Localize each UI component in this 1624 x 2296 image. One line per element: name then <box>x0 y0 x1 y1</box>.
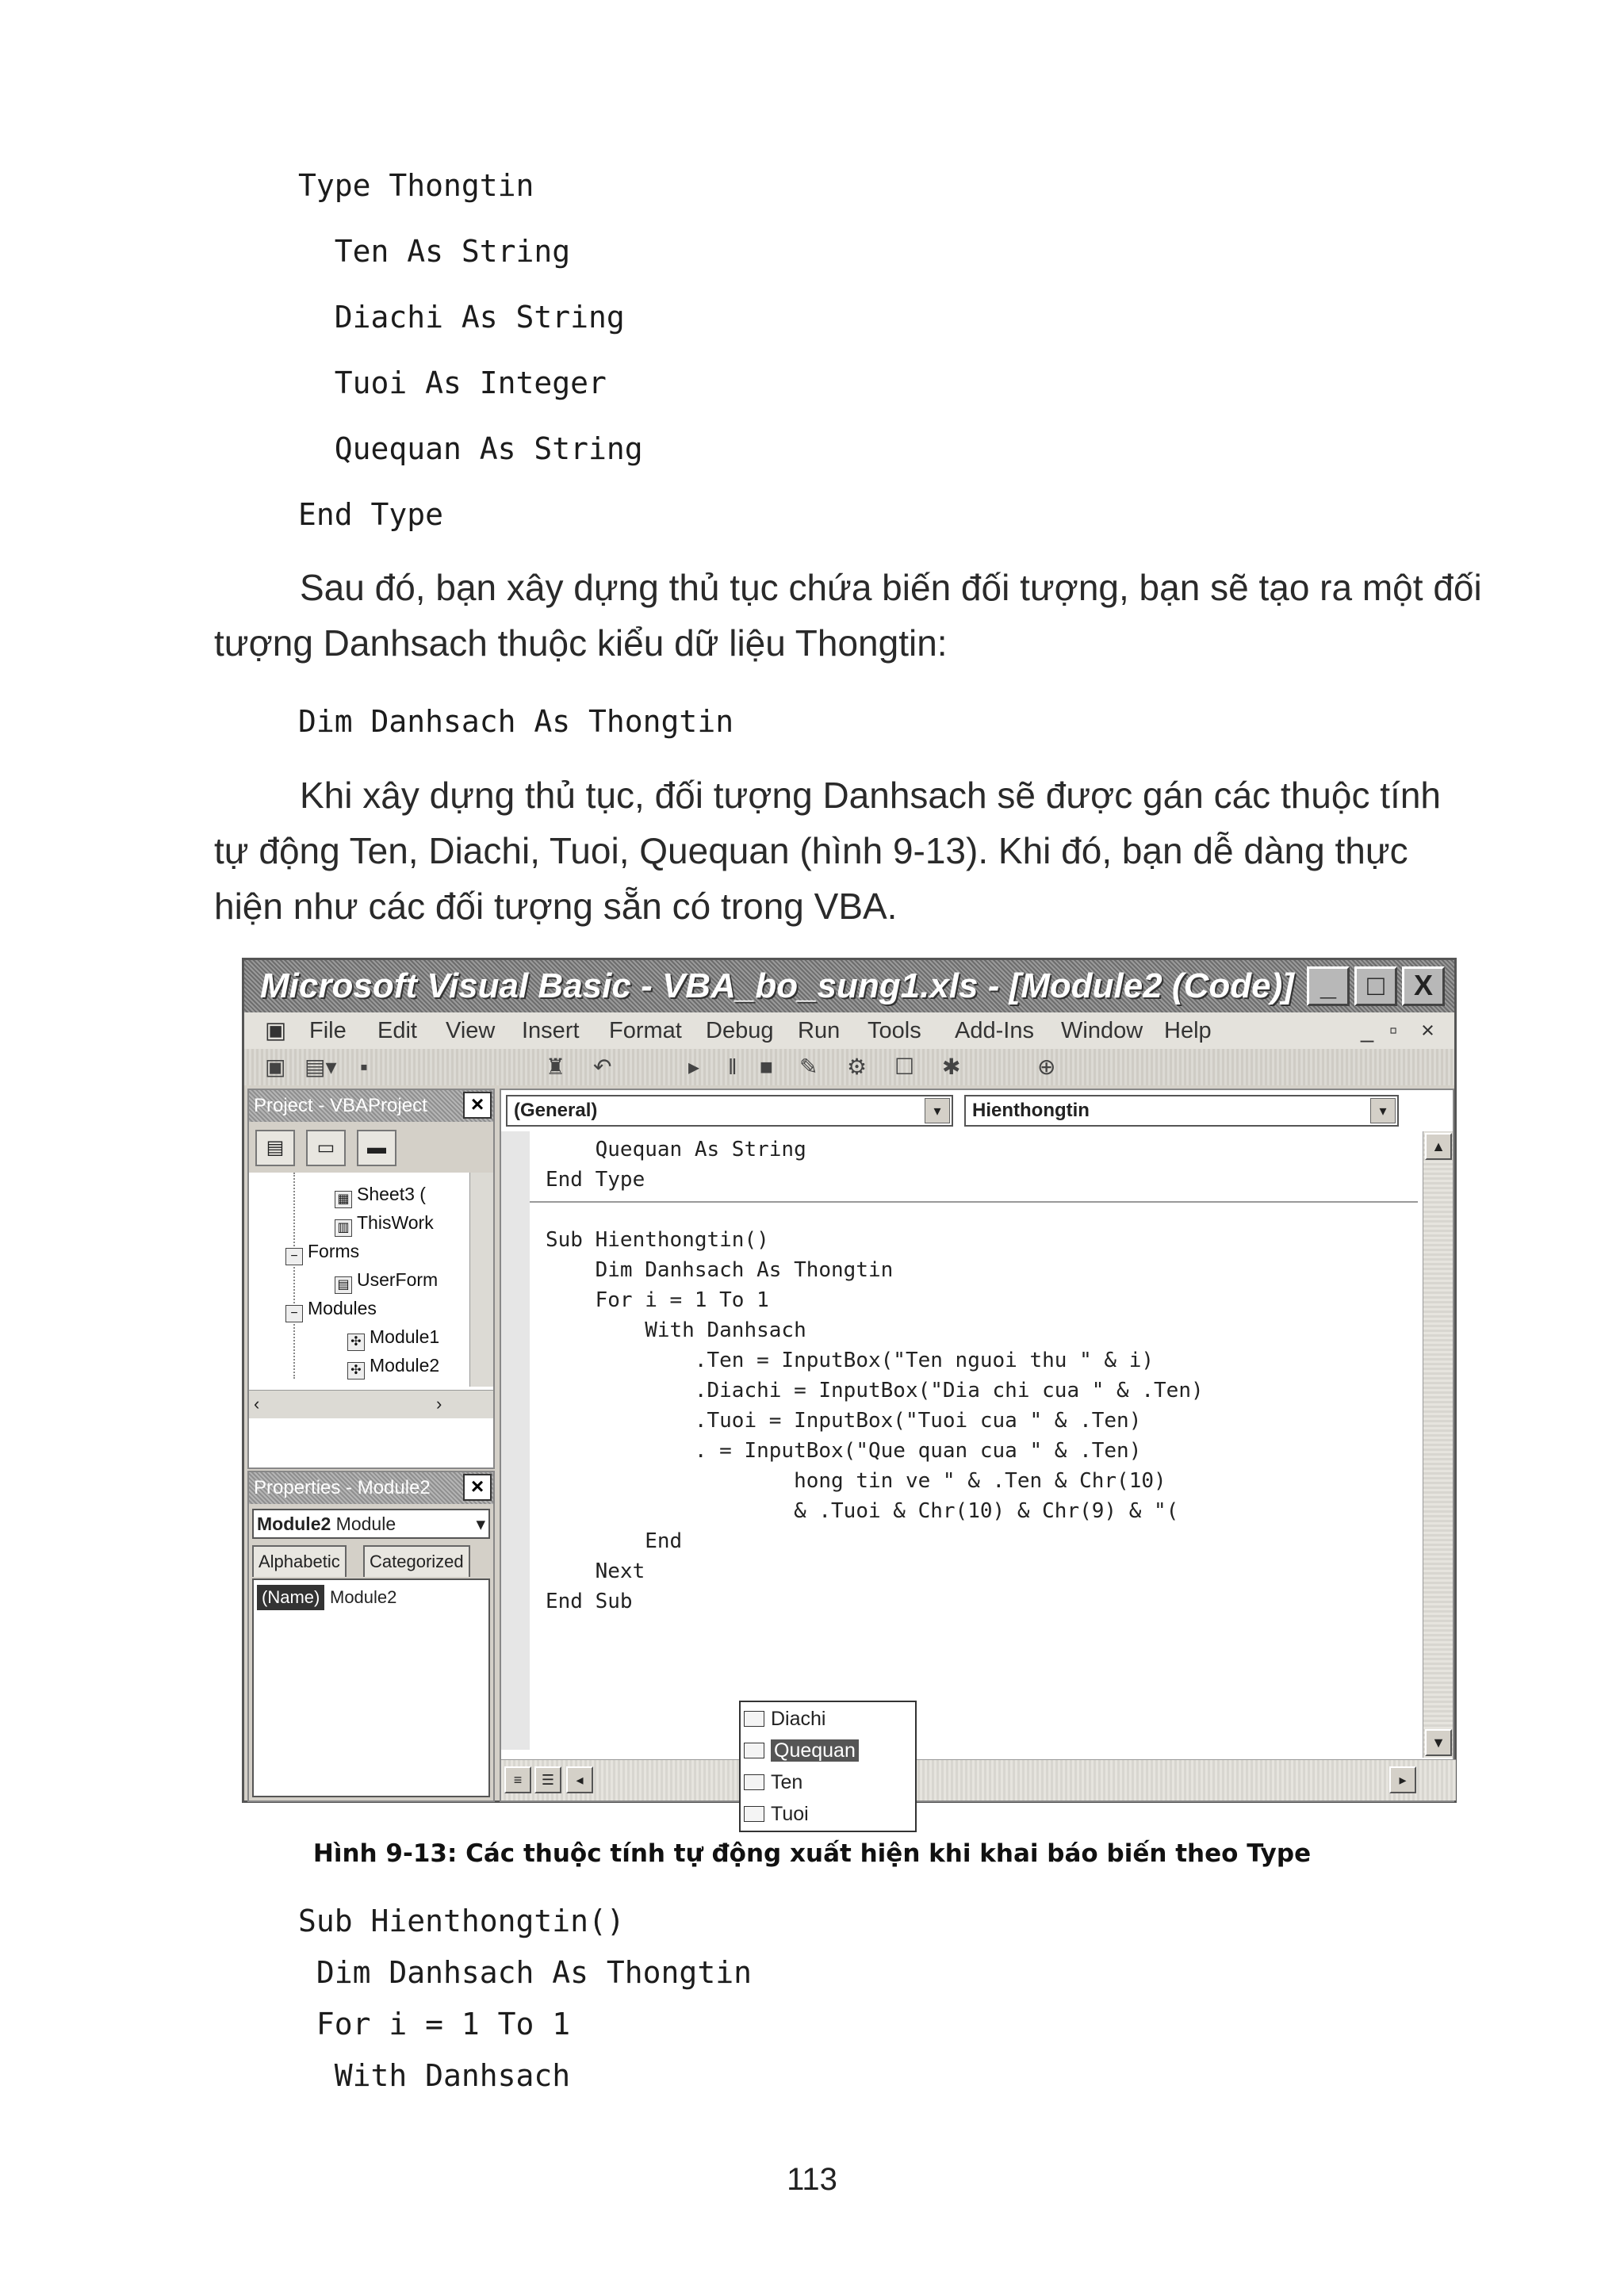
object-select-value: (General) <box>514 1100 598 1121</box>
tree-item-label: Forms <box>308 1241 360 1261</box>
property-icon <box>744 1806 764 1822</box>
paragraph-1-text: Sau đó, bạn xây dựng thủ tục chứa biến đối tượng, bạn sẽ tạo ra một đối tượng Danhsach thuộc kiểu dữ liệu Thongtin: <box>214 567 1482 664</box>
project-explorer <box>247 1089 495 1469</box>
properties-icon[interactable]: ☐ <box>894 1054 915 1079</box>
tree-item-forms[interactable] <box>285 1241 359 1265</box>
code-line: .Tuoi = InputBox("Tuoi cua " & .Ten) <box>546 1409 1142 1433</box>
tree-item-sheet3[interactable] <box>335 1184 426 1208</box>
figure-caption: Hình 9-13: Các thuộc tính tự động xuất hiện khi khai báo biến theo Type <box>312 1839 1312 1868</box>
vbe-screenshot <box>242 958 1457 1825</box>
tree-item-thisworkbook[interactable] <box>335 1212 434 1237</box>
intellisense-label: Tuoi <box>771 1803 809 1825</box>
tree-item-label: Module2 <box>370 1355 440 1376</box>
code-line: & .Tuoi & Chr(10) & Chr(9) & "( <box>546 1499 1179 1523</box>
scroll-up-icon[interactable]: ▲ <box>1425 1133 1452 1160</box>
intellisense-label: Diachi <box>771 1708 826 1730</box>
vbe-title-bar <box>244 960 1454 1012</box>
view-code-button[interactable]: ▤ <box>255 1130 295 1166</box>
tree-item-label: ThisWork <box>357 1212 434 1233</box>
property-name-key[interactable]: (Name) <box>257 1585 324 1610</box>
scroll-left-icon[interactable]: ‹ <box>254 1394 260 1414</box>
intellisense-item-tuoi[interactable] <box>744 1799 809 1829</box>
tree-connector <box>293 1173 295 1379</box>
module-icon: ✣ <box>347 1362 365 1380</box>
folder-icon: − <box>285 1305 303 1322</box>
scroll-left-icon[interactable]: ◂ <box>566 1766 593 1793</box>
worksheet-icon: ▦ <box>335 1191 352 1208</box>
code-line-tuoi: Tuoi As Integer <box>298 365 607 400</box>
module-icon: ✣ <box>347 1334 365 1351</box>
userform-icon: ▤ <box>335 1276 352 1294</box>
undo-icon[interactable]: ↶ <box>593 1054 612 1079</box>
run-icon[interactable]: ▸ <box>688 1054 700 1079</box>
code-line-diachi: Diachi As String <box>298 300 625 335</box>
project-explorer-icon[interactable]: ⚙ <box>847 1054 868 1079</box>
insert-icon[interactable]: ▤▾ <box>304 1054 337 1079</box>
prop-combo-type: Module <box>335 1513 396 1534</box>
project-explorer-header <box>249 1090 493 1122</box>
code-vscrollbar[interactable] <box>1423 1131 1453 1758</box>
design-mode-icon[interactable]: ✎ <box>799 1054 818 1079</box>
menu-help[interactable]: Help <box>1164 1018 1212 1043</box>
menu-icon: ▣ <box>265 1018 287 1043</box>
code-line: End Type <box>546 1168 645 1192</box>
menu-insert[interactable]: Insert <box>522 1018 580 1043</box>
procedure-view-icon[interactable]: ≡ <box>504 1766 531 1793</box>
menu-run[interactable]: Run <box>798 1018 841 1043</box>
menu-addins[interactable]: Add-Ins <box>955 1018 1034 1043</box>
code-bottom-line: For i = 1 To 1 <box>298 2007 571 2042</box>
chevron-down-icon[interactable]: ▾ <box>476 1513 485 1534</box>
doc-close-icon[interactable]: × <box>1421 1018 1434 1043</box>
break-icon[interactable]: ‖ <box>728 1054 737 1079</box>
intellisense-item-ten[interactable] <box>744 1767 802 1797</box>
code-line: For i = 1 To 1 <box>546 1288 769 1312</box>
doc-minimize-icon[interactable]: _ <box>1361 1018 1374 1043</box>
code-bottom-line: With Danhsach <box>298 2058 571 2093</box>
code-line: End Sub <box>546 1590 633 1613</box>
tree-item-module2[interactable] <box>347 1355 439 1380</box>
excel-icon[interactable]: ▣ <box>265 1054 286 1079</box>
code-hscrollbar[interactable] <box>501 1759 1456 1800</box>
code-line: .Ten = InputBox("Ten nguoi thu " & i) <box>546 1349 1155 1372</box>
intellisense-label: Quequan <box>771 1739 859 1762</box>
doc-restore-icon[interactable]: ▫ <box>1389 1018 1398 1043</box>
scroll-down-icon[interactable]: ▼ <box>1425 1729 1452 1756</box>
procedure-select-value: Hienthongtin <box>972 1100 1090 1121</box>
code-line-end-type: End Type <box>298 497 444 532</box>
code-line-type: Type Thongtin <box>298 168 534 203</box>
intellisense-popup <box>739 1701 917 1832</box>
menu-debug[interactable]: Debug <box>706 1018 774 1043</box>
tree-item-label: UserForm <box>357 1269 439 1290</box>
tab-categorized[interactable]: Categorized <box>363 1545 470 1577</box>
paragraph-2-text: Khi xây dựng thủ tục, đối tượng Danhsach sẽ được gán các thuộc tính tự động Ten, Diachi, Tuoi, Quequan (hình 9-13). Khi đó, bạn dễ dàng thực hiện như các đối tượng sẵn có trong VBA. <box>214 775 1441 927</box>
paragraph-1 <box>214 560 1483 671</box>
menu-format[interactable]: Format <box>609 1018 682 1043</box>
property-icon <box>744 1711 764 1727</box>
properties-grid <box>252 1578 490 1797</box>
properties-header <box>249 1472 493 1504</box>
menu-view[interactable]: View <box>446 1018 496 1043</box>
close-button[interactable]: X <box>1402 966 1445 1006</box>
code-line: Sub Hienthongtin() <box>546 1228 769 1252</box>
procedure-separator <box>530 1201 1418 1203</box>
project-close-button[interactable]: × <box>463 1092 492 1119</box>
properties-title: Properties - Module2 <box>254 1477 431 1498</box>
tree-item-module1[interactable] <box>347 1326 439 1351</box>
project-hscrollbar[interactable] <box>249 1390 493 1418</box>
tree-item-label: Sheet3 ( <box>357 1184 426 1204</box>
folder-icon: − <box>285 1248 303 1265</box>
intellisense-label: Ten <box>771 1771 803 1793</box>
view-object-button[interactable]: ▭ <box>306 1130 346 1166</box>
procedure-select[interactable] <box>964 1095 1399 1127</box>
tab-alphabetic[interactable]: Alphabetic <box>252 1545 347 1577</box>
tree-item-label: Modules <box>308 1298 377 1318</box>
scroll-right-icon[interactable]: › <box>436 1394 442 1414</box>
help-icon[interactable]: ⊕ <box>1037 1054 1056 1079</box>
code-bottom-line: Sub Hienthongtin() <box>298 1904 625 1938</box>
prop-combo-name: Module2 <box>257 1513 331 1534</box>
menu-edit[interactable]: Edit <box>377 1018 417 1043</box>
code-line: hong tin ve " & .Ten & Chr(10) <box>546 1469 1166 1493</box>
code-line-ten: Ten As String <box>298 234 571 269</box>
properties-object-select[interactable] <box>252 1509 490 1539</box>
property-name-value[interactable]: Module2 <box>330 1587 397 1607</box>
tree-item-userform[interactable] <box>335 1269 438 1294</box>
code-line: Quequan As String <box>546 1138 806 1161</box>
code-line: .Diachi = InputBox("Dia chi cua " & .Ten) <box>546 1379 1204 1402</box>
chevron-down-icon[interactable]: ▾ <box>1370 1098 1396 1123</box>
minimize-button[interactable]: _ <box>1307 966 1350 1006</box>
toggle-folders-button[interactable]: ▬ <box>357 1130 396 1166</box>
project-toolbar <box>249 1122 493 1173</box>
menu-tools[interactable]: Tools <box>868 1018 921 1043</box>
code-window <box>500 1089 1454 1825</box>
save-icon[interactable]: ▪ <box>360 1054 368 1079</box>
intellisense-item-diachi[interactable] <box>744 1704 825 1734</box>
tree-item-modules[interactable] <box>285 1298 377 1322</box>
tree-item-label: Module1 <box>370 1326 440 1347</box>
property-icon <box>744 1774 764 1790</box>
project-explorer-title: Project - VBAProject <box>254 1095 427 1116</box>
workbook-icon: ▥ <box>335 1219 352 1237</box>
code-line-quequan: Quequan As String <box>298 431 643 466</box>
code-dim-line: Dim Danhsach As Thongtin <box>298 704 734 739</box>
code-line: Dim Danhsach As Thongtin <box>546 1258 894 1282</box>
find-icon[interactable]: ♜ <box>546 1054 566 1079</box>
code-bottom-line: Dim Danhsach As Thongtin <box>298 1955 752 1990</box>
menu-window[interactable]: Window <box>1061 1018 1143 1043</box>
code-line: With Danhsach <box>546 1318 806 1342</box>
project-vscrollbar[interactable] <box>469 1173 493 1387</box>
properties-close-button[interactable]: × <box>463 1474 492 1501</box>
property-icon <box>744 1743 764 1758</box>
intellisense-item-quequan[interactable] <box>744 1735 859 1766</box>
menu-bar <box>244 1012 1454 1049</box>
object-browser-icon[interactable]: ✱ <box>942 1054 961 1079</box>
page-number: 113 <box>787 2162 837 2197</box>
code-line: End <box>546 1529 683 1553</box>
toolbar <box>244 1049 1454 1085</box>
chevron-down-icon[interactable]: ▾ <box>925 1098 950 1123</box>
vbe-title-text: Microsoft Visual Basic - VBA_bo_sung1.xls - [Module2 (Code)] <box>260 966 1294 1005</box>
maximize-button[interactable]: □ <box>1354 966 1397 1006</box>
code-line: Next <box>546 1559 645 1583</box>
menu-file[interactable]: File <box>309 1018 347 1043</box>
properties-window <box>247 1471 495 1802</box>
code-editor[interactable] <box>501 1131 1424 1750</box>
paragraph-2 <box>214 767 1483 934</box>
scroll-right-icon[interactable]: ▸ <box>1389 1766 1416 1793</box>
code-line: . = InputBox("Que quan cua " & .Ten) <box>546 1439 1142 1463</box>
full-module-view-icon[interactable]: ☰ <box>534 1766 561 1793</box>
reset-icon[interactable]: ■ <box>760 1054 773 1079</box>
object-select[interactable] <box>506 1095 953 1127</box>
